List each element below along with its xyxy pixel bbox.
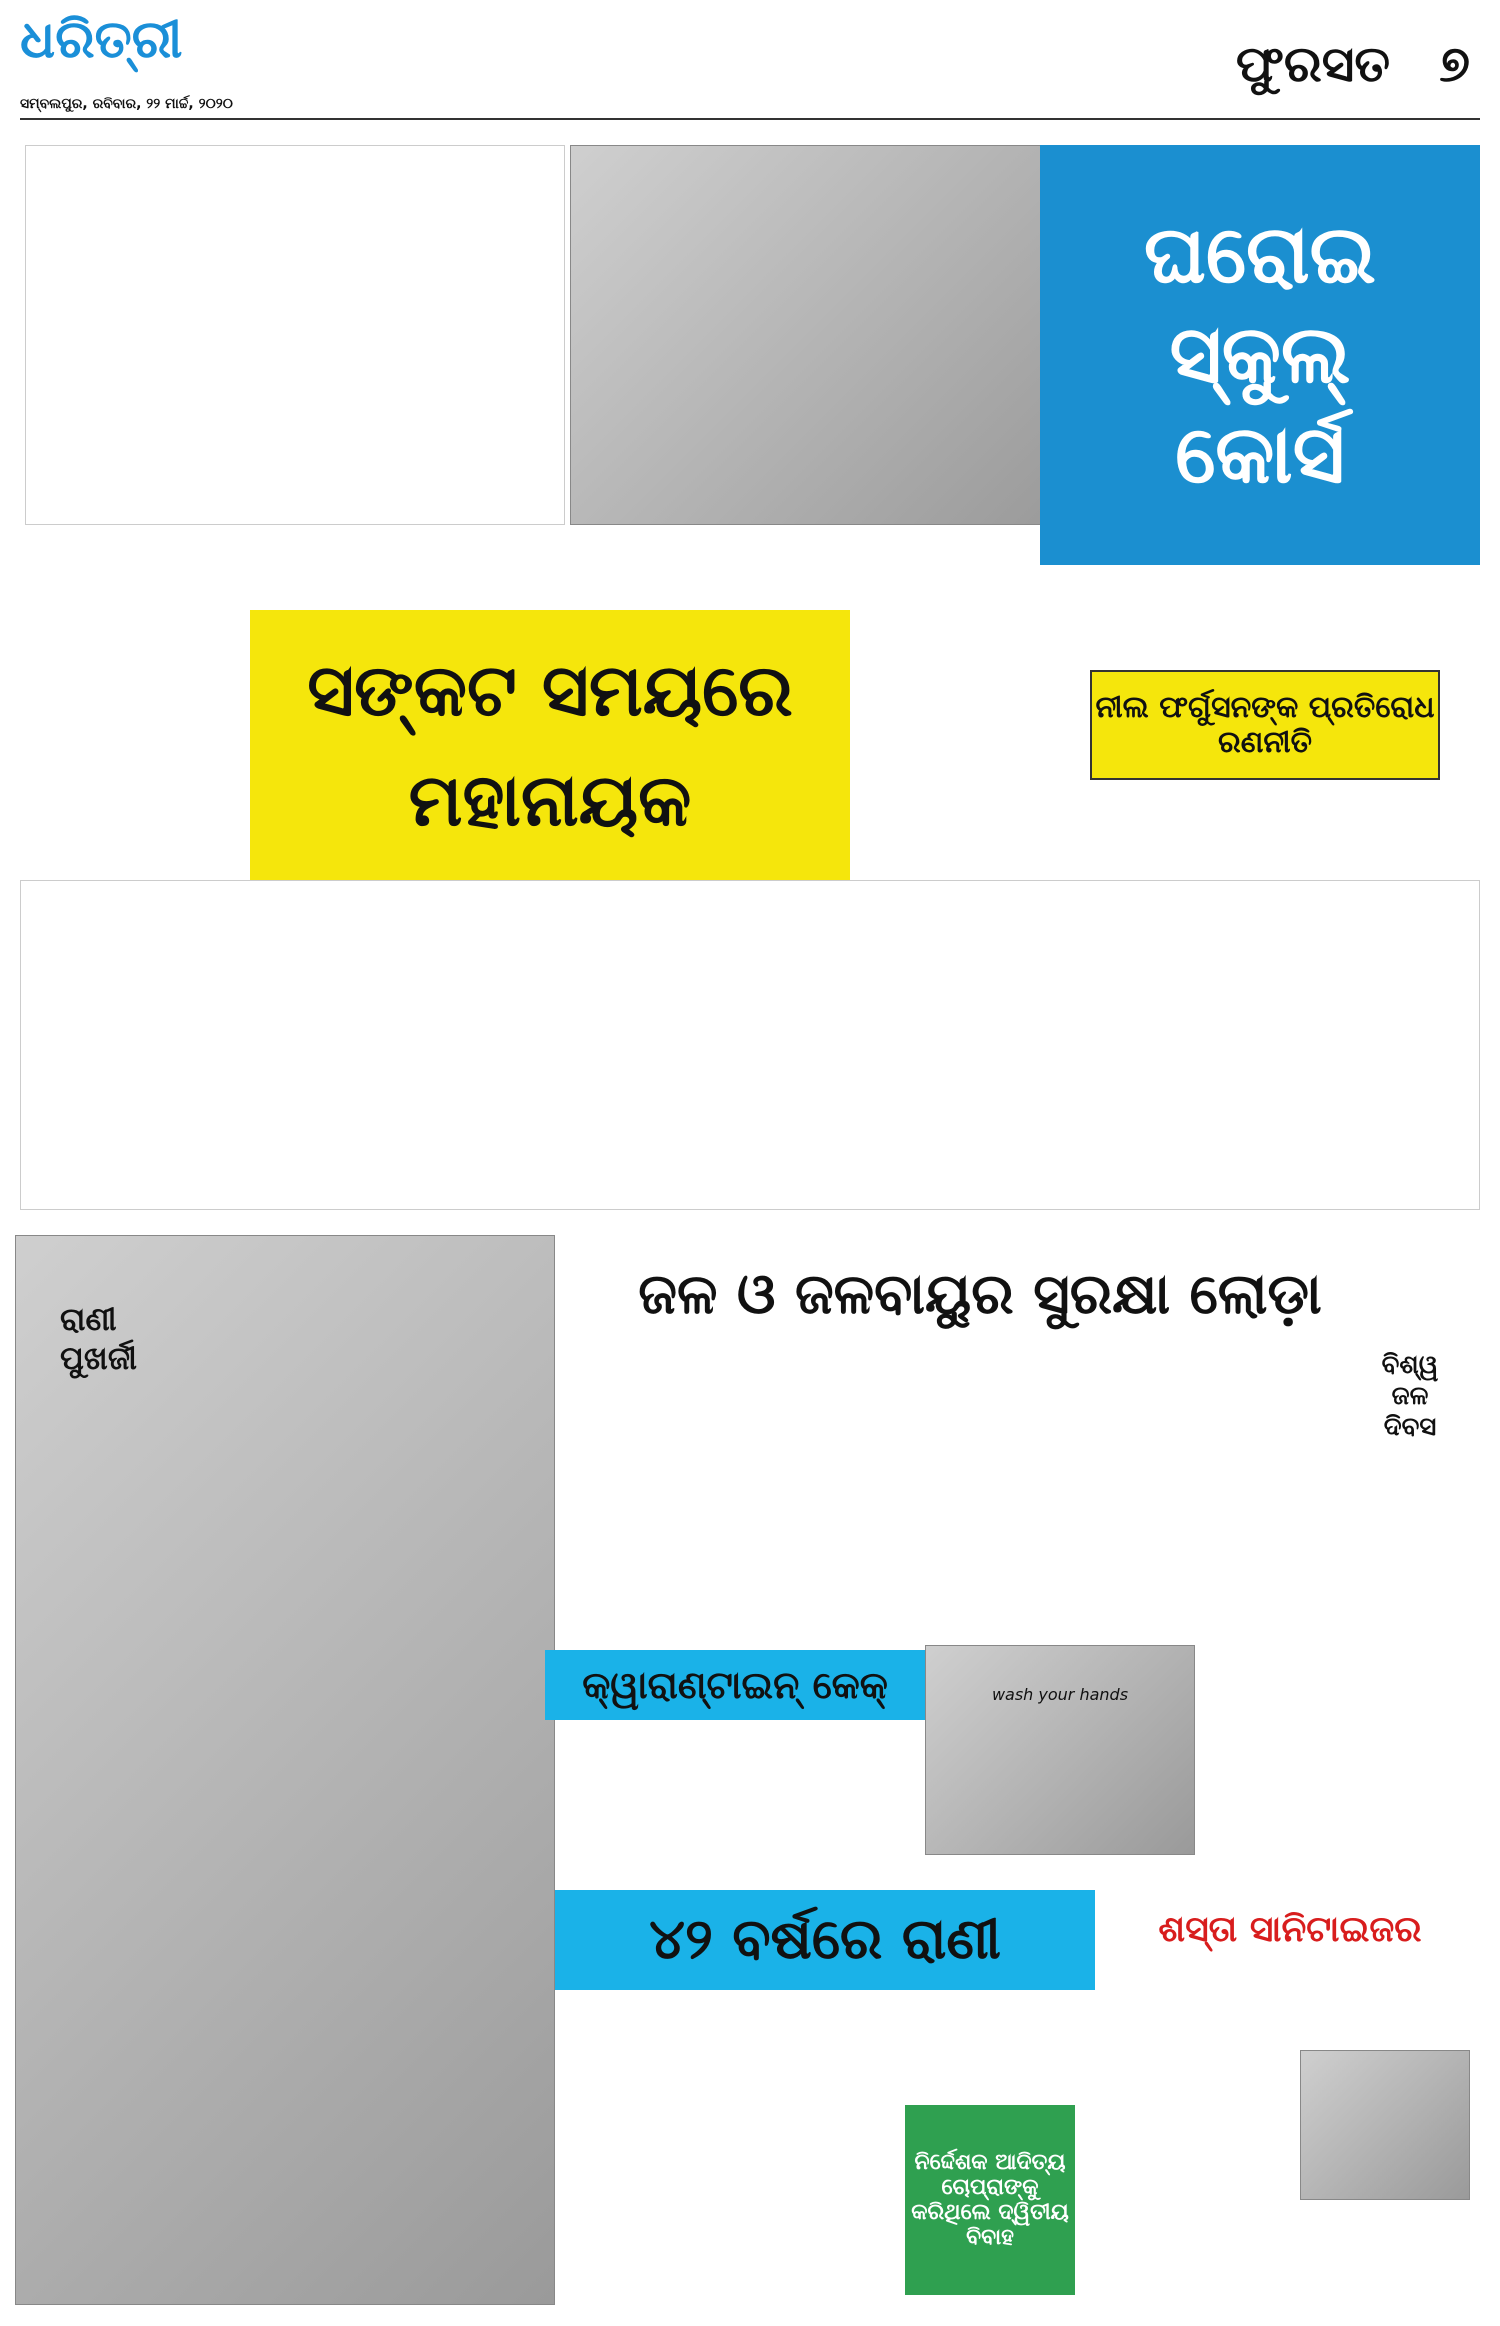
logo: ଧରିତ୍ରୀ [20, 10, 183, 70]
story4-cake-text: wash your hands [991, 1685, 1129, 1704]
story5-pull-quote: ନିର୍ଦ୍ଦେଶକ ଆଦିତ୍ୟ ଚୋପ୍ରାଙ୍କୁ କରିଥିଲେ ଦ୍ୱିତୀୟ ବିବାହ [905, 2105, 1075, 2295]
page-number: ୭ [1439, 35, 1470, 93]
masthead [20, 10, 1480, 120]
story1-headline: ଘରୋଇ ସ୍କୁଲ୍ କୋର୍ସ [1040, 145, 1480, 565]
story3-photo [15, 1235, 555, 2305]
story2-subheadline: ନୀଲ ଫର୍ଗୁସନଙ୍କ ପ୍ରତିରୋଧ ରଣନୀତି [1090, 670, 1440, 780]
story4-photo [925, 1645, 1195, 1855]
story2-body [20, 880, 1480, 1210]
story1-photo [570, 145, 1070, 525]
story1-body [25, 145, 565, 525]
story5-headline: ୪୨ ବର୍ଷରେ ରାଣୀ [555, 1890, 1095, 1990]
story3-headline: ଜଳ ଓ ଜଳବାୟୁର ସୁରକ୍ଷା ଲୋଡ଼ା [638, 1262, 1322, 1327]
story2-headline: ସଙ୍କଟ ସମୟରେ ମହାନାୟକ [250, 610, 850, 880]
story6-photo [1300, 2050, 1470, 2200]
story3-inset-label: ବିଶ୍ୱ ଜଳ ଦିବସ [1381, 1350, 1439, 1442]
story4-headline: କ୍ୱାରାଣ୍ଟାଇନ୍ କେକ୍ [545, 1650, 925, 1720]
story6-headline: ଶସ୍ତା ସାନିଟାଇଜର [1158, 1909, 1422, 1950]
story3-caption: ରାଣୀ ପୁଖର୍ଜୀ [60, 1300, 137, 1377]
dateline: ସମ୍ବଲପୁର, ରବିବାର, ୨୨ ମାର୍ଚ୍ଚ, ୨୦୨୦ [20, 96, 233, 112]
section-title: ଫୁରସତ [1235, 35, 1390, 93]
